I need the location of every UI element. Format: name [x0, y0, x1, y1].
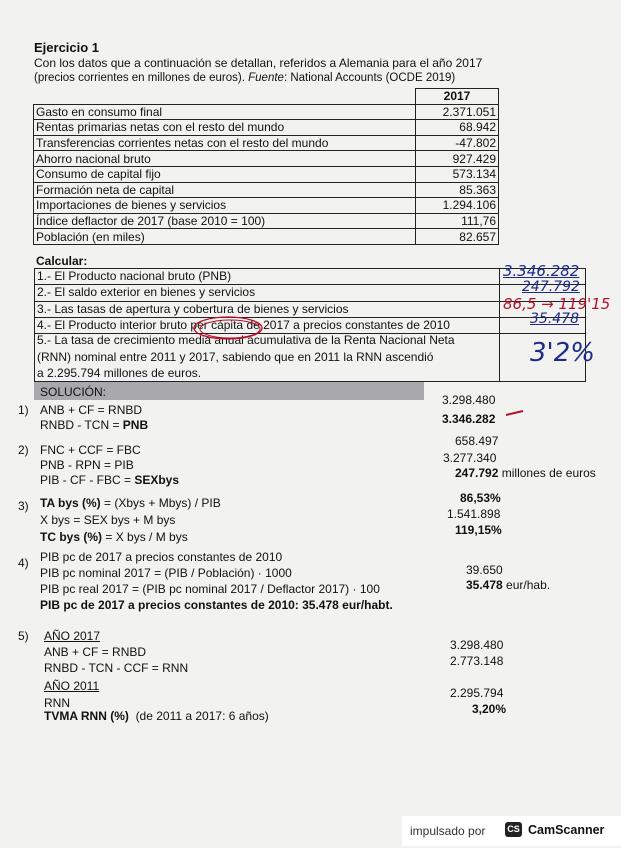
- calc-item-5: 5.- La tasa de crecimiento media anual acumulativa de la Renta Nacional Neta (RNN) nominal entre 2011 y 2017, sabiendo que en 2011 la RNN ascendió a 2.295.794 millones de euros.: [34, 334, 586, 382]
- red-circle-mark: [190, 314, 270, 344]
- s2-value-2: 3.277.340: [443, 451, 497, 465]
- s3-value-1: 86,53%: [460, 491, 501, 505]
- s3-value-2: 1.541.898: [447, 507, 501, 521]
- s3-number: 3): [18, 499, 29, 513]
- table-row: Formación neta de capital 85.363: [34, 182, 499, 198]
- table-row: Gasto en consumo final 2.371.051: [34, 104, 499, 120]
- s1-value-1: 3.298.480: [442, 393, 496, 407]
- s5-value-4: 3,20%: [472, 702, 507, 716]
- s4-bold-line: PIB pc de 2017 a precios constantes de 2010: 35.478 eur/habt.: [40, 598, 393, 612]
- handwritten-answer-2: 247.792: [522, 279, 580, 295]
- s2-value-3: 247.792 millones de euros: [455, 466, 596, 480]
- s5-line-1: ANB + CF = RNBD: [44, 645, 147, 659]
- source-label: Fuente: [248, 72, 284, 84]
- intro-prefix: (precios corrientes en millones de euros).: [34, 72, 245, 84]
- calc-item-4: 4.- El Producto interior bruto per cápita de 2017 a precios constantes de 2010: [34, 318, 586, 334]
- table-row: Rentas primarias netas con el resto del mundo 68.942: [34, 120, 499, 136]
- table-row: Consumo de capital fijo 573.134: [34, 166, 499, 182]
- s4-line-1: PIB pc de 2017 a precios constantes de 2010: [40, 550, 283, 564]
- calc-item-1: 1.- El Producto nacional bruto (PNB): [34, 268, 586, 285]
- s2-value-1: 658.497: [455, 434, 499, 448]
- s5-year-2011: AÑO 2011: [44, 679, 100, 693]
- year-header: 2017: [416, 89, 499, 105]
- handwritten-answer-5: 3'2%: [530, 338, 595, 368]
- s3-line-1: TA bys (%) = (Xbys + Mbys) / PIB: [40, 496, 221, 510]
- table-row: Índice deflactor de 2017 (base 2010 = 100) 111,76: [34, 213, 499, 229]
- table-row: Transferencias corrientes netas con el resto del mundo -47.802: [34, 135, 499, 151]
- exercise-title: Ejercicio 1: [34, 40, 100, 55]
- s1-line-2: RNBD - TCN = PNB: [40, 418, 149, 432]
- s4-number: 4): [18, 556, 29, 570]
- table-row: Importaciones de bienes y servicios 1.294.106: [34, 198, 499, 214]
- s3-value-3: 119,15%: [455, 523, 502, 537]
- s2-line-1: FNC + CCF = FBC: [40, 443, 141, 457]
- calcular-heading: Calcular:: [36, 254, 88, 268]
- s1-line-1: ANB + CF = RNBD: [40, 403, 143, 417]
- s1-number: 1): [18, 403, 29, 417]
- source-text: : National Accounts (OCDE 2019): [283, 72, 456, 84]
- intro-line-1: Con los datos que a continuación se detallan, referidos a Alemania para el año 2017: [34, 56, 483, 70]
- s5-line-2: RNBD - TCN - CCF = RNN: [44, 661, 189, 675]
- s3-line-2: X bys = SEX bys + M bys: [40, 513, 176, 527]
- handwritten-answer-1: 3.346.282: [503, 262, 580, 280]
- calc-item-2: 2.- El saldo exterior en bienes y servicios: [34, 285, 586, 302]
- s2-line-3: PIB - CF - FBC = SEXbys: [40, 473, 180, 487]
- s2-number: 2): [18, 443, 29, 457]
- s5-value-2: 2.773.148: [450, 654, 504, 668]
- s5-tvma: TVMA RNN (%) (de 2011 a 2017: 6 años): [44, 709, 269, 723]
- s5-rnn: RNN: [44, 696, 70, 710]
- footer-text: impulsado por: [410, 824, 486, 838]
- red-dash-mark: [505, 408, 525, 418]
- footer-brand: CamScanner: [528, 823, 605, 837]
- s5-year-2017: AÑO 2017: [44, 629, 101, 643]
- s4-value-2: 35.478 eur/hab.: [466, 578, 551, 592]
- solution-heading: SOLUCIÓN:: [40, 385, 107, 399]
- s4-value-1: 39.650: [466, 563, 503, 577]
- intro-line-2: [34, 72, 455, 84]
- s2-line-2: PNB - RPN = PIB: [40, 458, 134, 472]
- s3-line-3: TC bys (%) = X bys / M bys: [40, 530, 188, 544]
- s5-number: 5): [18, 629, 29, 643]
- s5-value-1: 3.298.480: [450, 638, 504, 652]
- s1-value-2: 3.346.282: [442, 412, 496, 426]
- table-row: Ahorro nacional bruto 927.429: [34, 151, 499, 167]
- camscanner-logo-icon: CS: [505, 822, 522, 837]
- camscanner-footer: [402, 816, 621, 846]
- data-table: [33, 88, 499, 245]
- table-row: Población (en miles) 82.657: [34, 229, 499, 245]
- handwritten-answer-4: 35.478: [530, 311, 579, 327]
- handwritten-answer-3: 86,5 → 119'15: [503, 295, 611, 313]
- calc-item-3: 3.- Las tasas de apertura y cobertura de bienes y servicios: [34, 302, 586, 318]
- s5-value-3: 2.295.794: [450, 686, 504, 700]
- s4-line-3: PIB pc real 2017 = (PIB pc nominal 2017 / Deflactor 2017) · 100: [40, 582, 380, 596]
- s4-line-2: PIB pc nominal 2017 = (PIB / Población) · 1000: [40, 566, 292, 580]
